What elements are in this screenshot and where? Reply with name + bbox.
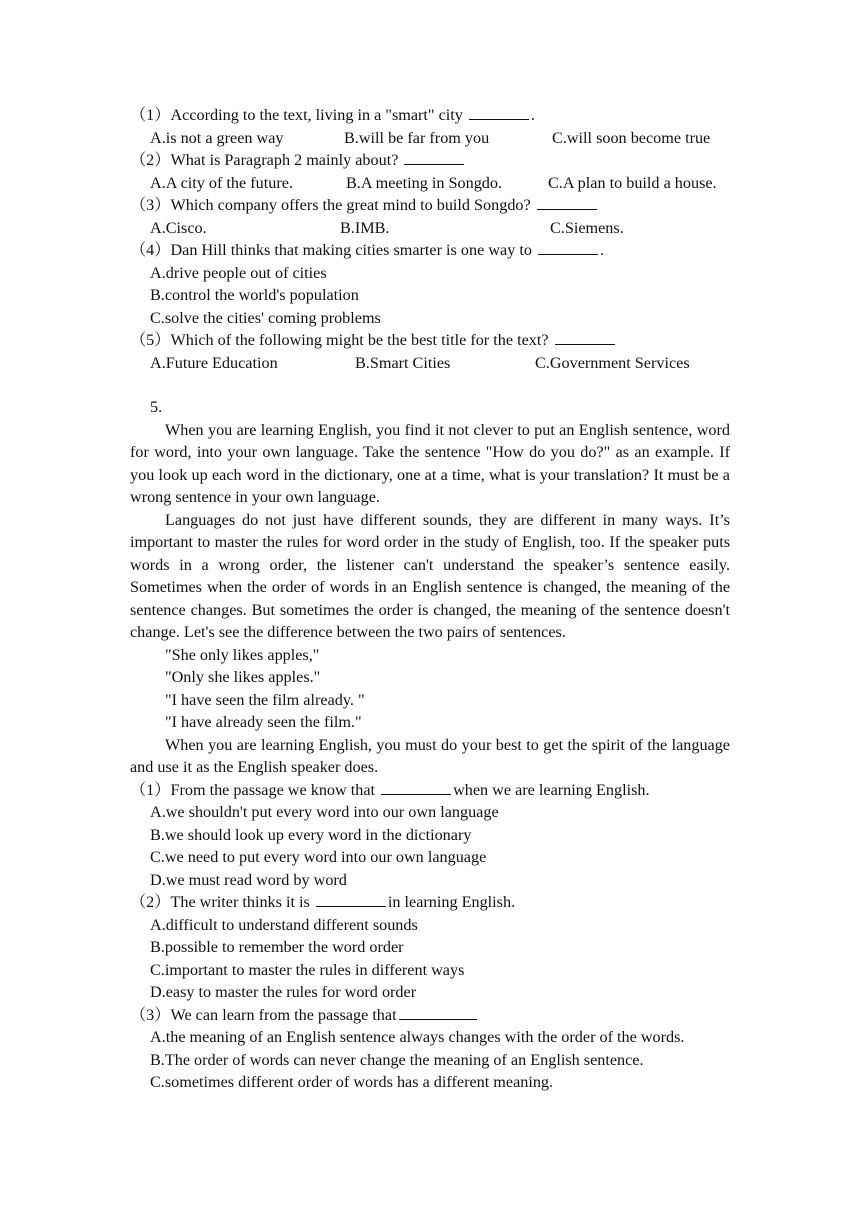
option-b[interactable]: B.A meeting in Songdo. bbox=[346, 173, 503, 192]
question bbox=[130, 149, 730, 194]
question bbox=[130, 194, 730, 239]
passage-paragraph: When you are learning English, you find it not clever to put an English sentence, word for word, into your own language. Take the sentence "How do you do?" as an example. If you look up each word in the dictionary, one at a time, what is your translation? It must be a wrong sentence in your own language. bbox=[130, 420, 730, 506]
option-c[interactable]: C.Government Services bbox=[535, 353, 690, 372]
question bbox=[130, 779, 730, 892]
answer-blank[interactable] bbox=[538, 240, 598, 255]
question-stem: （3）Which company offers the great mind to build Songdo? bbox=[130, 194, 730, 217]
option-b[interactable]: B.The order of words can never change the meaning of an English sentence. bbox=[150, 1050, 644, 1069]
answer-blank[interactable] bbox=[399, 1005, 477, 1020]
option-b[interactable]: B.will be far from you bbox=[344, 128, 490, 147]
option-b[interactable]: B.control the world's population bbox=[150, 286, 359, 304]
option-b[interactable]: B.possible to remember the word order bbox=[150, 938, 404, 956]
question-stem: （5）Which of the following might be the best title for the text? bbox=[130, 329, 730, 352]
options-row bbox=[130, 352, 730, 375]
options-row bbox=[130, 217, 730, 240]
spacer bbox=[130, 374, 730, 396]
passage-paragraph: Languages do not just have different sounds, they are different in many ways. It’s important to master the rules for word order in the study of English, too. If the speaker puts words in a wrong order, the listener can't understand the speaker’s sentence easily. Sometimes when the order of words in an English sentence is changed, the meaning of the sentence changes. But sometimes the order is changed, the meaning of the sentence doesn't change. Let's see the difference between the two pairs of sentences. bbox=[130, 510, 730, 641]
option-a[interactable]: A.difficult to understand different sounds bbox=[150, 915, 418, 934]
worksheet-page bbox=[130, 104, 730, 1094]
question bbox=[130, 891, 730, 1004]
option-d[interactable]: D.easy to master the rules for word order bbox=[150, 983, 417, 1001]
option-d[interactable]: D.we must read word by word bbox=[150, 870, 347, 889]
option-c[interactable]: C.will soon become true bbox=[552, 128, 711, 147]
question-stem: （4）Dan Hill thinks that making cities smarter is one way to . bbox=[130, 241, 605, 259]
example-sentence: "I have already seen the film." bbox=[165, 713, 362, 731]
answer-blank[interactable] bbox=[404, 150, 464, 165]
option-a[interactable]: A.we shouldn't put every word into our own language bbox=[150, 803, 499, 821]
question bbox=[130, 104, 730, 149]
question bbox=[130, 1004, 730, 1094]
option-c[interactable]: C.sometimes different order of words has a different meaning. bbox=[150, 1073, 554, 1091]
option-a[interactable]: A.Cisco. bbox=[150, 218, 207, 237]
question-stem: （1）According to the text, living in a "smart" city . bbox=[130, 106, 535, 124]
option-a[interactable]: A.Future Education bbox=[150, 353, 278, 372]
option-a[interactable]: A.drive people out of cities bbox=[150, 263, 327, 282]
question bbox=[130, 329, 730, 374]
option-a[interactable]: A.A city of the future. bbox=[150, 173, 293, 192]
question-stem: （2）What is Paragraph 2 mainly about? bbox=[130, 149, 730, 172]
option-c[interactable]: C.A plan to build a house. bbox=[548, 173, 717, 192]
answer-blank[interactable] bbox=[469, 105, 529, 120]
question-stem: （1）From the passage we know that when we are learning English. bbox=[130, 780, 650, 799]
example-sentence: "She only likes apples," bbox=[165, 645, 320, 664]
answer-blank[interactable] bbox=[555, 330, 615, 345]
question-stem: （3）We can learn from the passage that bbox=[130, 1004, 730, 1027]
option-b[interactable]: B.IMB. bbox=[340, 218, 390, 237]
option-b[interactable]: B.we should look up every word in the dictionary bbox=[150, 825, 472, 844]
option-a[interactable]: A.the meaning of an English sentence always changes with the order of the words. bbox=[150, 1028, 685, 1046]
option-b[interactable]: B.Smart Cities bbox=[355, 353, 451, 372]
question-stem: （2）The writer thinks it is in learning English. bbox=[130, 893, 516, 911]
options-row bbox=[130, 127, 730, 150]
example-sentence: "I have seen the film already. " bbox=[165, 690, 365, 709]
answer-blank[interactable] bbox=[381, 780, 451, 795]
option-a[interactable]: A.is not a green way bbox=[150, 128, 284, 147]
example-sentence: "Only she likes apples." bbox=[165, 668, 321, 686]
option-c[interactable]: C.solve the cities' coming problems bbox=[150, 308, 381, 327]
answer-blank[interactable] bbox=[316, 892, 386, 907]
section-number: 5. bbox=[150, 398, 163, 416]
question bbox=[130, 239, 730, 329]
option-c[interactable]: C.Siemens. bbox=[550, 218, 624, 237]
passage-paragraph: When you are learning English, you must do your best to get the spirit of the language and use it as the English speaker does. bbox=[130, 735, 730, 776]
answer-blank[interactable] bbox=[537, 195, 597, 210]
option-c[interactable]: C.important to master the rules in different ways bbox=[150, 960, 465, 979]
options-row bbox=[130, 172, 730, 195]
option-c[interactable]: C.we need to put every word into our own language bbox=[150, 848, 487, 866]
